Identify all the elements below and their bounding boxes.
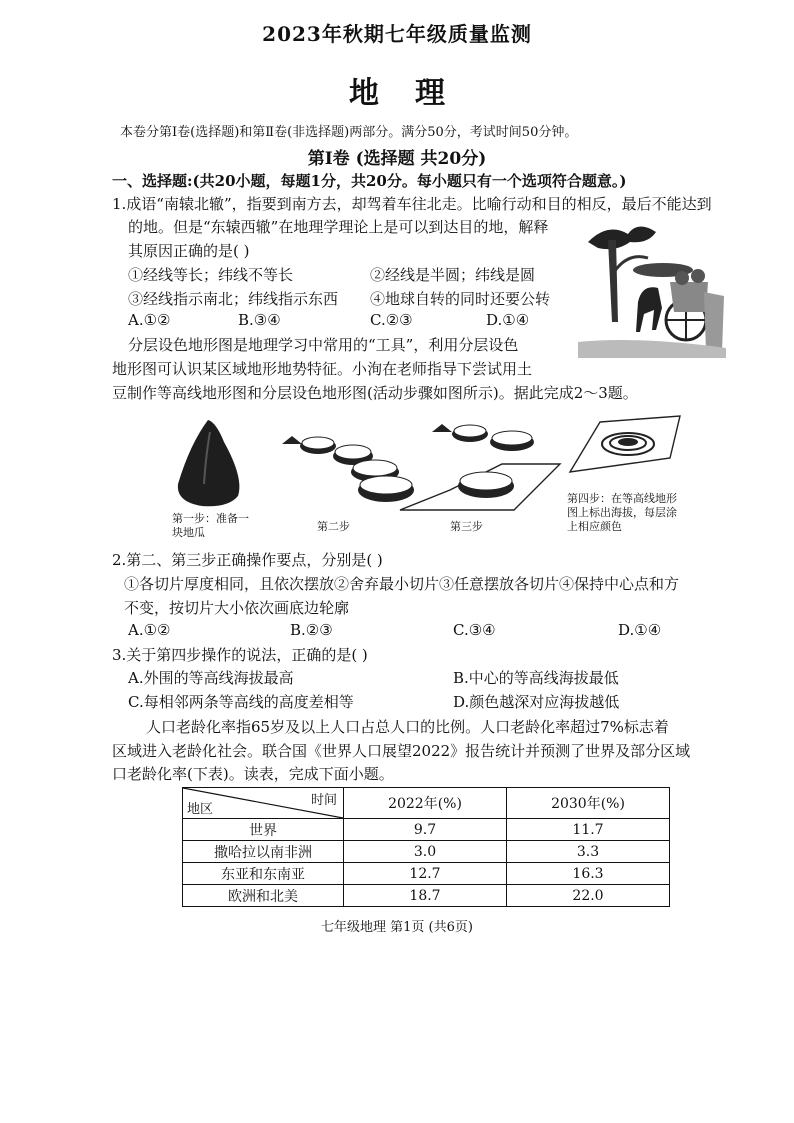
section-title: 第Ⅰ卷 (选择题 共20分) xyxy=(307,149,487,169)
q1-option-3: ③经线指示南北；纬线指示东西 xyxy=(128,290,339,308)
q3-option-c: C.每相邻两条等高线的高度差相等 xyxy=(128,693,354,711)
q1-answer-d: D.①④ xyxy=(486,311,530,329)
value-cell-2030: 16.3 xyxy=(507,863,670,885)
col-header-2022: 2022年(%) xyxy=(344,788,507,819)
q1-stem-line2: 的地。但是“东辕西辙”在地理学理论上是可以到达目的地，解释 xyxy=(128,218,549,236)
q2-option-line2: 不变，按切片大小依次画底边轮廓 xyxy=(124,599,350,617)
q2-answer-d: D.①④ xyxy=(618,621,662,639)
chariot-illustration xyxy=(578,212,726,358)
table-row xyxy=(183,841,670,863)
region-cell: 世界 xyxy=(183,819,344,841)
region-cell: 东亚和东南亚 xyxy=(183,863,344,885)
page-footer: 七年级地理 第1页 (共6页) xyxy=(321,920,473,935)
q1-option-2: ②经线是半圆；纬线是圆 xyxy=(370,266,536,284)
step4-caption: 第四步：在等高线地形图上标出海拔，每层涂上相应颜色 xyxy=(567,492,677,533)
q1-option-1: ①经线等长；纬线不等长 xyxy=(128,266,294,284)
q2-answer-c: C.③④ xyxy=(453,621,496,639)
table-row xyxy=(183,819,670,841)
q3-option-a: A.外围的等高线海拔最高 xyxy=(128,669,294,687)
aging-rate-table xyxy=(182,787,670,907)
section-instruction: 一、选择题:(共20小题，每题1分，共20分。每小题只有一个选项符合题意。) xyxy=(112,172,627,190)
passage1-line2: 地形图可认识某区域地形地势特征。小洵在老师指导下尝试用土 xyxy=(112,360,533,378)
q1-option-4: ④地球自转的同时还要公转 xyxy=(370,290,551,308)
passage2-line1: 人口老龄化率指65岁及以上人口占总人口的比例。人口老龄化率超过7%标志着 xyxy=(146,718,669,736)
table-header-row xyxy=(183,788,670,819)
step2-caption: 第二步 xyxy=(317,520,350,533)
value-cell-2022: 9.7 xyxy=(344,819,507,841)
exam-title: 2023年秋期七年级质量监测 xyxy=(262,22,532,46)
corner-label-time: 时间 xyxy=(310,793,337,808)
q3-option-b: B.中心的等高线海拔最低 xyxy=(453,669,619,687)
q3-stem: 3.关于第四步操作的说法，正确的是( ) xyxy=(112,646,368,664)
region-cell: 欧洲和北美 xyxy=(183,885,344,907)
q2-answer-a: A.①② xyxy=(128,621,171,639)
q1-answer-c: C.②③ xyxy=(370,311,413,329)
col-header-2030: 2030年(%) xyxy=(507,788,670,819)
q3-option-d: D.颜色越深对应海拔越低 xyxy=(453,693,620,711)
region-cell: 撒哈拉以南非洲 xyxy=(183,841,344,863)
table-row xyxy=(183,863,670,885)
value-cell-2022: 12.7 xyxy=(344,863,507,885)
table-corner-cell xyxy=(183,788,344,819)
step1-caption: 第一步：准备一块地瓜 xyxy=(172,512,249,539)
table-row xyxy=(183,885,670,907)
q2-option-line1: ①各切片厚度相同，且依次摆放②舍弃最小切片③任意摆放各切片④保持中心点和方 xyxy=(124,575,680,593)
value-cell-2022: 18.7 xyxy=(344,885,507,907)
q1-stem-line3: 其原因正确的是( ) xyxy=(128,242,250,260)
passage1-line1: 分层设色地形图是地理学习中常用的“工具”，利用分层设色 xyxy=(128,336,519,354)
passage1-line3: 豆制作等高线地形图和分层设色地形图(活动步骤如图所示)。据此完成2～3题。 xyxy=(112,384,638,402)
corner-label-region: 地区 xyxy=(187,802,214,817)
passage2-line3: 口老龄化率(下表)。读表，完成下面小题。 xyxy=(112,765,394,783)
value-cell-2030: 22.0 xyxy=(507,885,670,907)
passage2-line2: 区域进入老龄化社会。联合国《世界人口展望2022》报告统计并预测了世界及部分区域 xyxy=(112,742,691,760)
value-cell-2030: 11.7 xyxy=(507,819,670,841)
q1-answer-a: A.①② xyxy=(128,311,171,329)
subject-title: 地理 xyxy=(349,76,481,111)
q1-stem-line1: 1.成语“南辕北辙”，指要到南方去，却驾着车往北走。比喻行动和目的相反，最后不能达到 xyxy=(112,195,712,213)
q2-answer-b: B.②③ xyxy=(290,621,333,639)
q1-answer-b: B.③④ xyxy=(238,311,281,329)
value-cell-2030: 3.3 xyxy=(507,841,670,863)
exam-intro: 本卷分第Ⅰ卷(选择题)和第Ⅱ卷(非选择题)两部分。满分50分，考试时间50分钟。 xyxy=(120,125,578,140)
value-cell-2022: 3.0 xyxy=(344,841,507,863)
step3-caption: 第三步 xyxy=(450,520,483,533)
q2-stem: 2.第二、第三步正确操作要点，分别是( ) xyxy=(112,551,383,569)
